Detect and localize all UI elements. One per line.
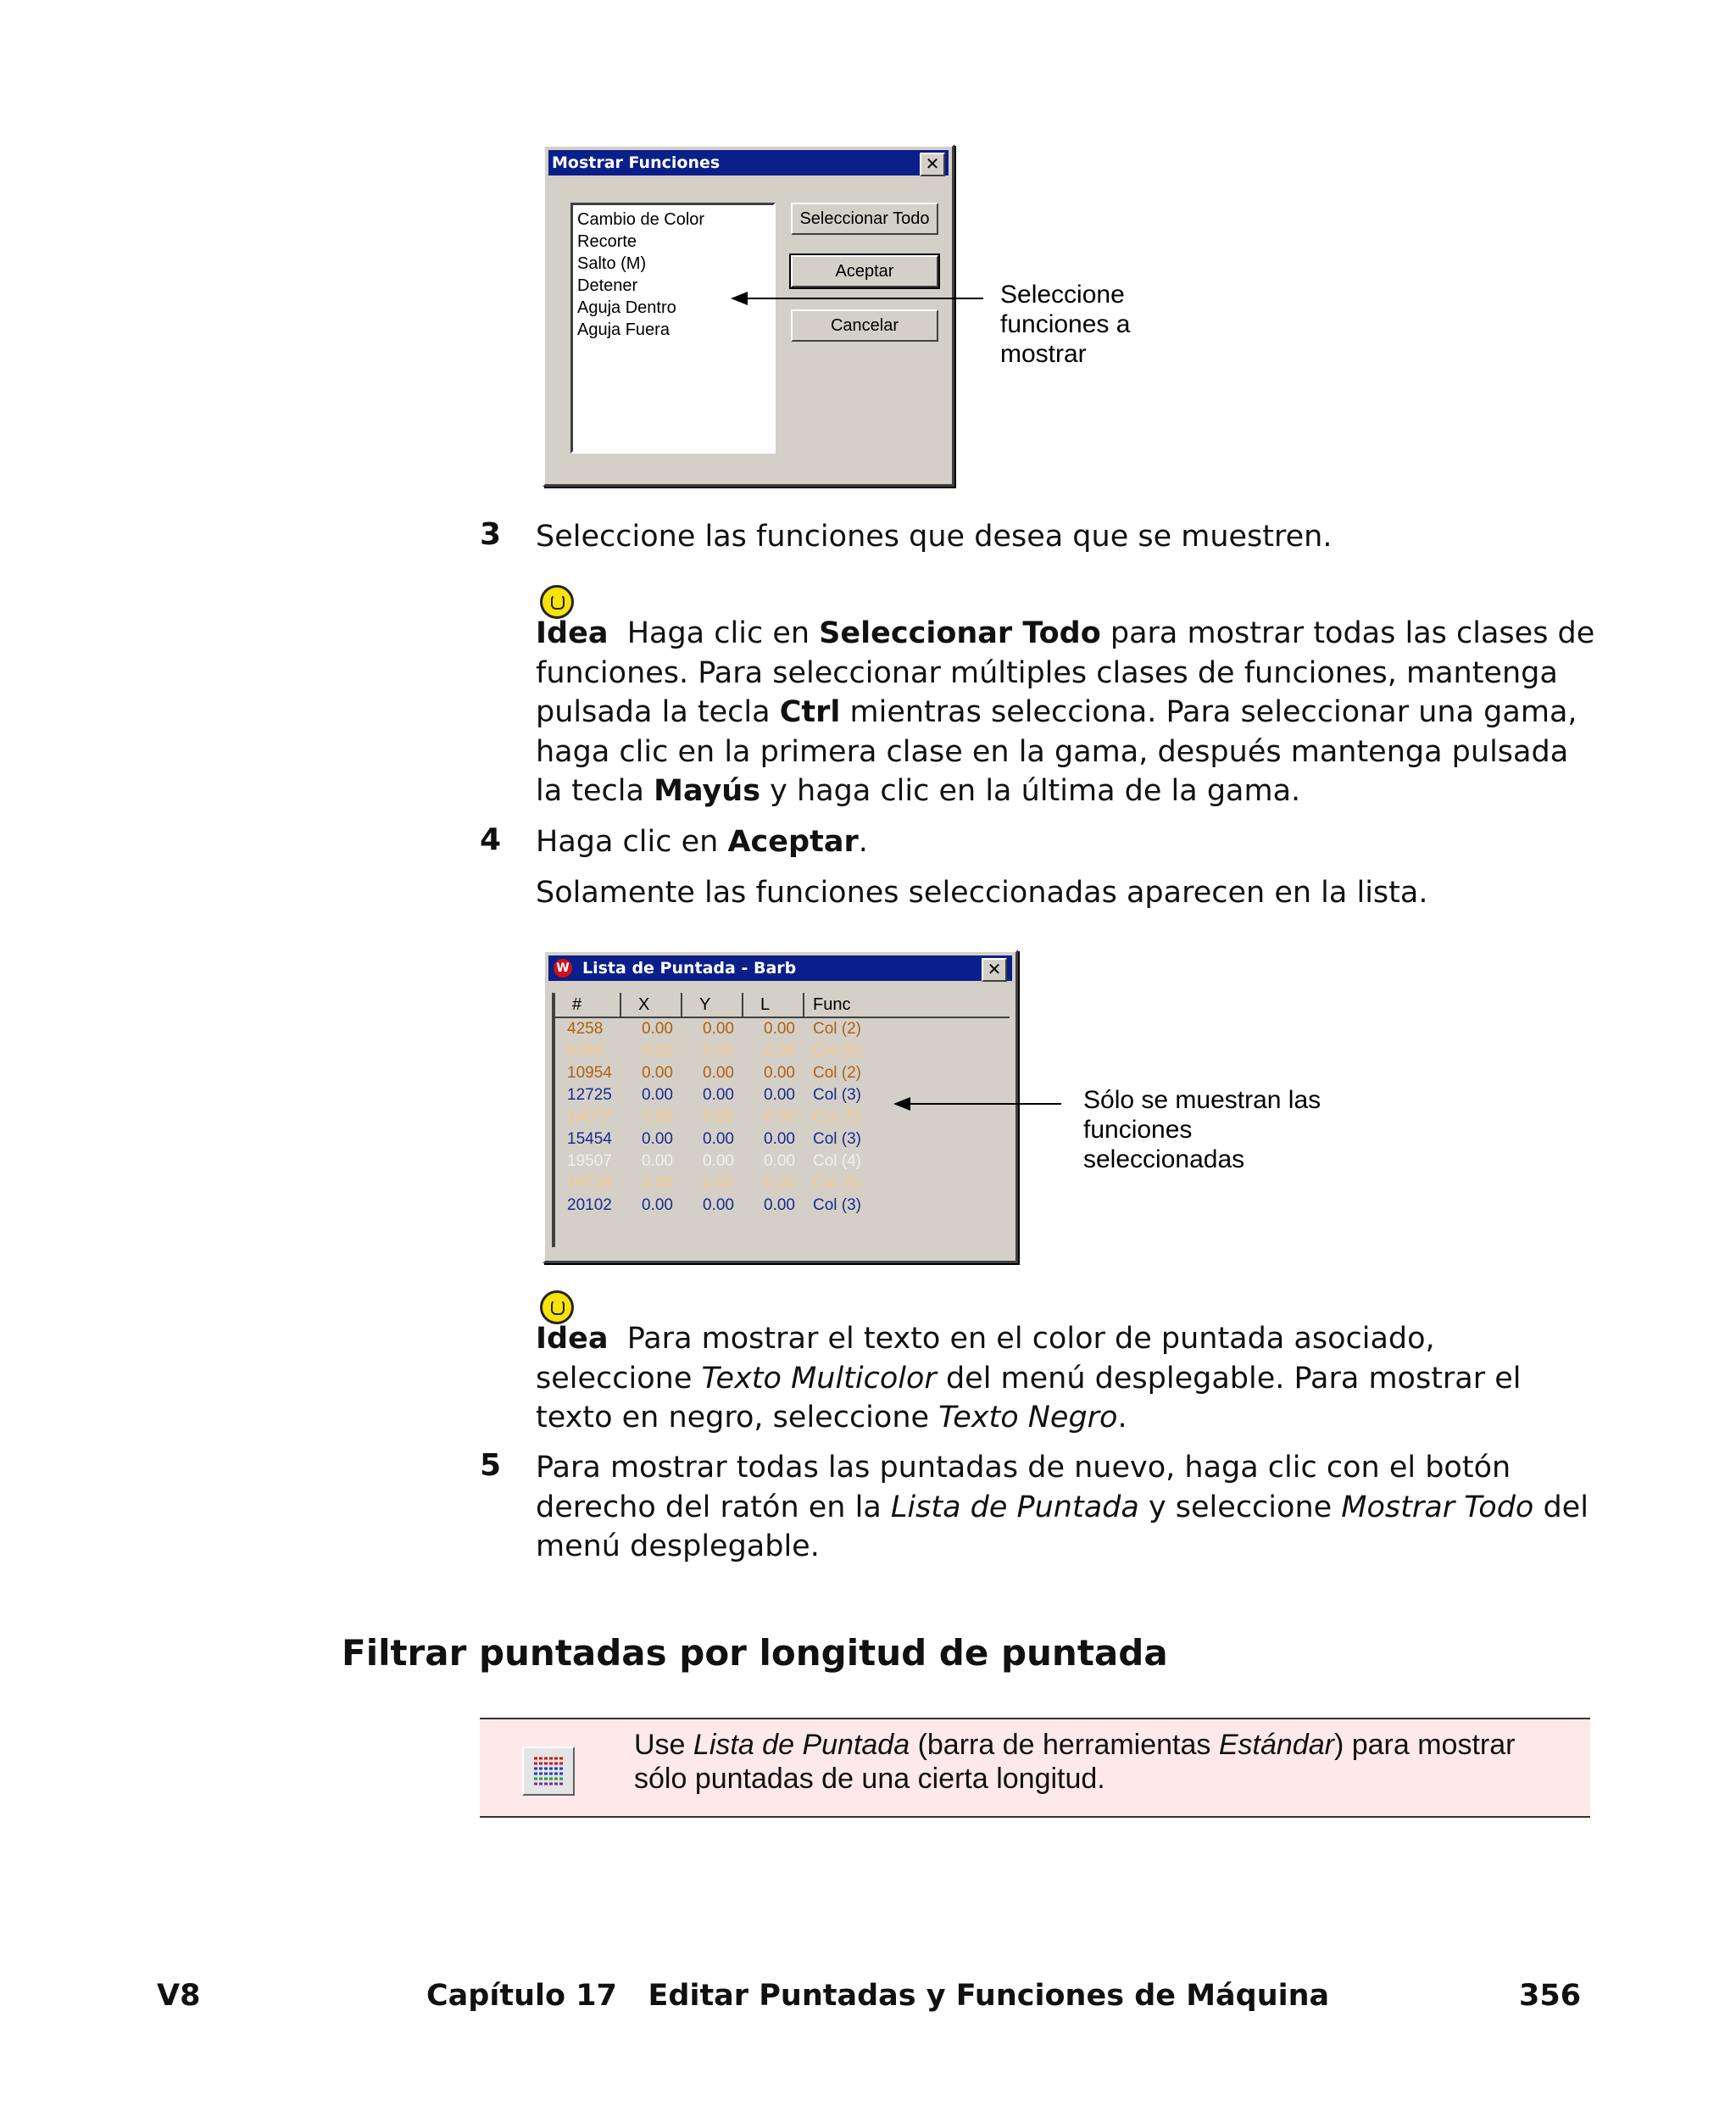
stitch-cell-n: 4258 — [567, 1020, 604, 1038]
function-list-item[interactable]: Aguja Dentro — [577, 298, 676, 317]
callout-arrow-head — [731, 292, 748, 305]
stitch-cell-f: Col (3) — [813, 1086, 862, 1104]
stitch-row[interactable] — [555, 1018, 1010, 1040]
callout-arrow-line — [909, 1103, 1061, 1105]
stitch-cell-x: 0.00 — [642, 1174, 673, 1192]
close-button[interactable]: ✕ — [982, 958, 1007, 982]
stitch-cell-f: Col (2) — [813, 1064, 862, 1082]
stitch-row[interactable] — [555, 1173, 1010, 1195]
app-logo-icon: W — [554, 959, 572, 978]
function-list-item[interactable]: Recorte — [577, 232, 637, 251]
stitch-cell-x: 0.00 — [642, 1108, 673, 1126]
stitch-row[interactable] — [555, 1062, 1010, 1084]
footer-chapter: Capítulo 17 Editar Puntadas y Funciones de Máquina — [426, 1979, 1330, 2013]
dialog-title: Mostrar Funciones — [552, 153, 721, 172]
stitch-cell-n: 6386 — [567, 1042, 604, 1060]
select-all-button[interactable]: Seleccionar Todo — [791, 203, 938, 235]
stitch-cell-f: Col (5) — [813, 1174, 862, 1192]
stitch-row[interactable] — [555, 1040, 1010, 1062]
step-text: Seleccione las funciones que desea que se muestren. — [536, 520, 1333, 554]
stitch-cell-x: 0.00 — [642, 1064, 673, 1082]
stitch-cell-f: Col (4) — [813, 1152, 862, 1170]
stitch-cell-l: 0.00 — [764, 1152, 795, 1170]
window-title: Lista de Puntada - Barb — [582, 959, 797, 978]
stitch-cell-x: 0.00 — [642, 1020, 673, 1038]
cancel-button[interactable]: Cancelar — [791, 309, 938, 342]
footer-version: V8 — [157, 1979, 201, 2013]
tip-paragraph: Idea Para mostrar el texto en el color de puntada asociado, seleccione Texto Multicolor del menú desplegable. Para mostrar el texto en negro, seleccione Texto Negro. — [536, 1322, 1522, 1435]
stitch-cell-f: Col (5) — [813, 1042, 862, 1060]
stitch-cell-y: 0.00 — [703, 1042, 734, 1060]
stitch-cell-y: 0.00 — [703, 1152, 734, 1170]
stitch-cell-l: 0.00 — [764, 1174, 795, 1192]
stitch-row[interactable] — [555, 1195, 1010, 1217]
stitch-cell-n: 19507 — [567, 1152, 612, 1170]
column-header[interactable]: # — [555, 993, 621, 1017]
stitch-cell-l: 0.00 — [764, 1196, 795, 1214]
step-number: 5 — [480, 1448, 502, 1483]
stitch-cell-f: Col (3) — [813, 1130, 862, 1148]
function-list-item[interactable]: Salto (M) — [577, 254, 647, 273]
footer-page-number: 356 — [1519, 1979, 1582, 2013]
stitch-grid[interactable] — [552, 993, 1010, 1247]
stitch-cell-x: 0.00 — [642, 1042, 673, 1060]
stitch-cell-y: 0.00 — [703, 1020, 734, 1038]
stitch-cell-x: 0.00 — [642, 1196, 673, 1214]
stitch-cell-l: 0.00 — [764, 1130, 795, 1148]
stitch-cell-y: 0.00 — [703, 1196, 734, 1214]
stitch-cell-n: 20102 — [567, 1196, 612, 1214]
callout-selected-functions: Sólo se muestran las funciones seleccionadas — [1083, 1086, 1321, 1173]
stitch-cell-n: 19738 — [567, 1174, 612, 1192]
stitch-cell-l: 0.00 — [764, 1064, 795, 1082]
tip-label: Idea — [536, 1322, 609, 1356]
step-result: Solamente las funciones seleccionadas aparecen en la lista. — [536, 876, 1428, 910]
stitch-cell-y: 0.00 — [703, 1174, 734, 1192]
stitch-cell-l: 0.00 — [764, 1042, 795, 1060]
column-header[interactable]: L — [743, 993, 804, 1017]
stitch-list-icon[interactable] — [522, 1747, 575, 1796]
stitch-cell-n: 10954 — [567, 1064, 612, 1082]
window-title-bar — [548, 955, 1012, 981]
callout-arrow-head — [893, 1097, 910, 1111]
function-list-item[interactable]: Detener — [577, 276, 638, 295]
callout-select-functions: Seleccione funciones a mostrar — [1000, 281, 1131, 368]
stitch-cell-x: 0.00 — [642, 1086, 673, 1104]
stitch-cell-y: 0.00 — [703, 1086, 734, 1104]
callout-arrow-line — [746, 298, 983, 299]
close-button[interactable]: ✕ — [920, 153, 945, 176]
stitch-cell-n: 15454 — [567, 1130, 612, 1148]
stitch-row[interactable] — [555, 1150, 1010, 1173]
toolbar-tip-text: Use Lista de Puntada (barra de herramientas Estándar) para mostrar sólo puntadas de una cierta longitud. — [634, 1729, 1516, 1795]
tip-paragraph: Idea Haga clic en Seleccionar Todo para mostrar todas las clases de funciones. Para seleccionar múltiples clases de funciones, mantenga pulsada la tecla Ctrl mientras selecciona. Para seleccionar una gama, haga clic en la primera clase en la gama, después mantenga pulsada la tecla Mayús y haga clic en la última de la gama. — [536, 616, 1595, 808]
column-header[interactable]: Y — [682, 993, 743, 1017]
column-header[interactable]: X — [621, 993, 682, 1017]
column-header[interactable]: Func — [804, 993, 1010, 1017]
dialog-title-bar — [548, 150, 949, 175]
ok-button[interactable]: Aceptar — [791, 255, 938, 287]
toolbar-tip-box — [480, 1718, 1590, 1818]
stitch-cell-y: 0.00 — [703, 1130, 734, 1148]
section-heading: Filtrar puntadas por longitud de puntada — [342, 1632, 1168, 1674]
show-functions-dialog — [542, 144, 954, 487]
stitch-cell-x: 0.00 — [642, 1130, 673, 1148]
stitch-cell-l: 0.00 — [764, 1108, 795, 1126]
tip-label: Idea — [536, 616, 609, 650]
stitch-cell-f: Col (3) — [813, 1196, 862, 1214]
function-list-item[interactable]: Cambio de Color — [577, 210, 705, 229]
step-text: Haga clic en Aceptar. — [536, 825, 868, 859]
stitch-cell-l: 0.00 — [764, 1086, 795, 1104]
stitch-row[interactable] — [555, 1128, 1010, 1150]
stitch-cell-x: 0.00 — [642, 1152, 673, 1170]
stitch-cell-y: 0.00 — [703, 1064, 734, 1082]
function-list-item[interactable]: Aguja Fuera — [577, 320, 670, 339]
stitch-cell-l: 0.00 — [764, 1020, 795, 1038]
stitch-cell-f: Col (2) — [813, 1020, 862, 1038]
stitch-cell-n: 14077 — [567, 1108, 612, 1126]
stitch-cell-n: 12725 — [567, 1086, 612, 1104]
step-number: 3 — [480, 517, 502, 552]
functions-listbox[interactable] — [570, 203, 776, 454]
step-number: 4 — [480, 822, 502, 857]
stitch-list-window — [542, 950, 1018, 1263]
stitch-cell-y: 0.00 — [703, 1108, 734, 1126]
stitch-row[interactable] — [555, 1106, 1010, 1128]
step-text: Para mostrar todas las puntadas de nuevo, haga clic con el botón derecho del ratón en la Lista de Puntada y seleccione Mostrar Todo del menú desplegable. — [536, 1451, 1589, 1563]
stitch-cell-f: Col (5) — [813, 1108, 862, 1126]
